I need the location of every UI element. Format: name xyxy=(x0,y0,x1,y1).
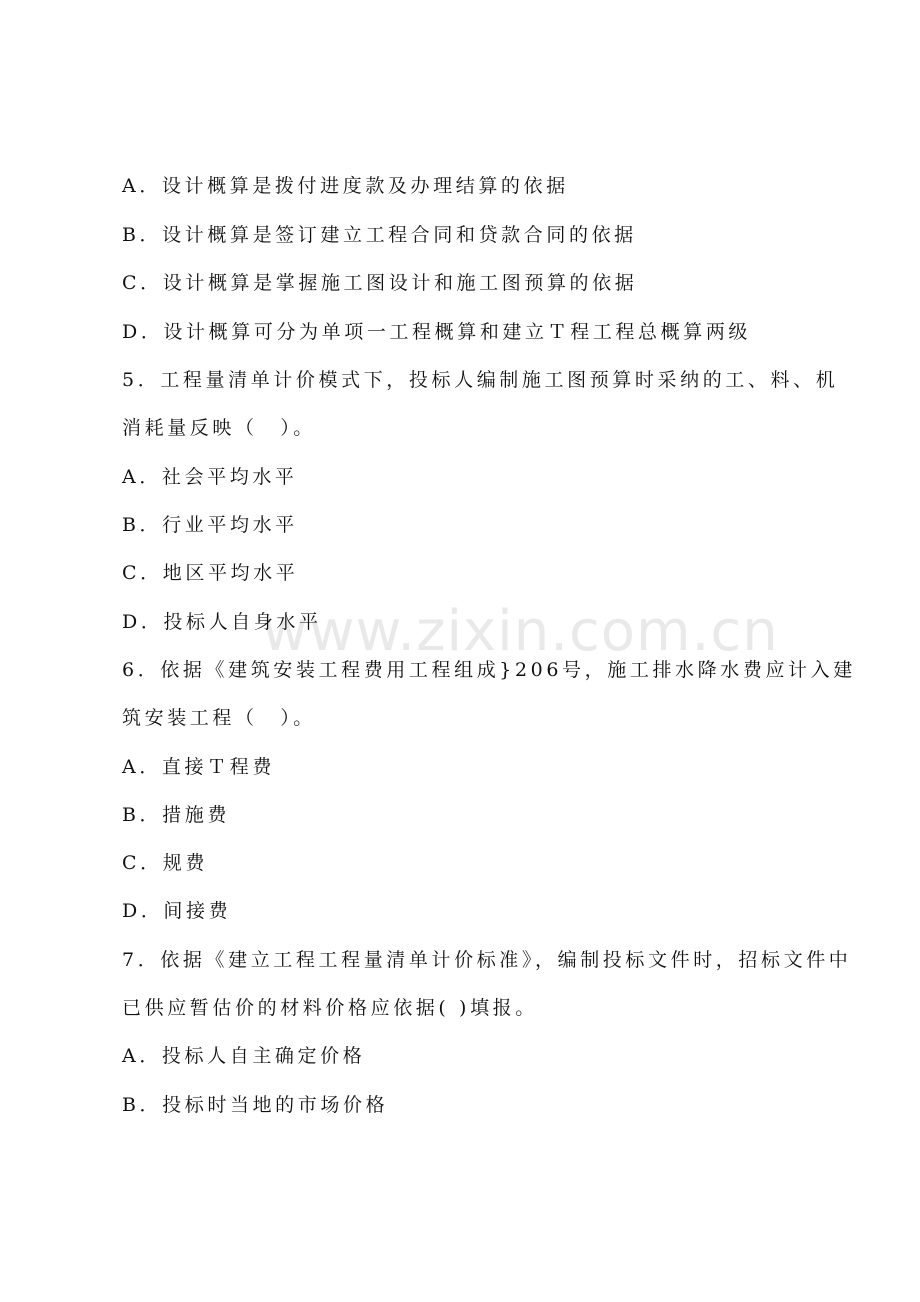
option-line: A．社会平均水平 xyxy=(122,466,298,488)
option-line: B．行业平均水平 xyxy=(122,514,298,536)
option-line: C．设计概算是掌握施工图设计和施工图预算的依据 xyxy=(122,272,638,294)
question-text: 7．依据《建立工程工程量清单计价标准》，编制投标文件时，招标文件中 xyxy=(122,949,852,971)
option-line: D．间接费 xyxy=(122,900,232,922)
option-line: D．投标人自身水平 xyxy=(122,611,322,633)
option-line: B．措施费 xyxy=(122,804,230,826)
option-line: A．直接Ｔ程费 xyxy=(122,756,275,778)
option-line: C．地区平均水平 xyxy=(122,562,299,584)
option-line: A．投标人自主确定价格 xyxy=(122,1045,366,1067)
option-line: A．设计概算是拨付进度款及办理结算的依据 xyxy=(122,175,569,197)
question-text-continued: 已供应暂估价的材料价格应依据( )填报。 xyxy=(122,997,538,1019)
question-text: 5．工程量清单计价模式下，投标人编制施工图预算时采纳的工、料、机 xyxy=(122,369,839,391)
option-line: D．设计概算可分为单项一工程概算和建立Ｔ程工程总概算两级 xyxy=(122,321,752,343)
question-text: 6．依据《建筑安装工程费用工程组成}206号，施工排水降水费应计入建 xyxy=(122,659,856,681)
watermark: www.zixin.com.cn xyxy=(262,599,779,664)
option-line: C．规费 xyxy=(122,852,208,874)
question-text-continued: 筑安装工程（ ）。 xyxy=(122,707,316,729)
question-text-continued: 消耗量反映（ ）。 xyxy=(122,417,316,439)
option-line: B．投标时当地的市场价格 xyxy=(122,1094,389,1116)
option-line: B．设计概算是签订建立工程合同和贷款合同的依据 xyxy=(122,224,637,246)
